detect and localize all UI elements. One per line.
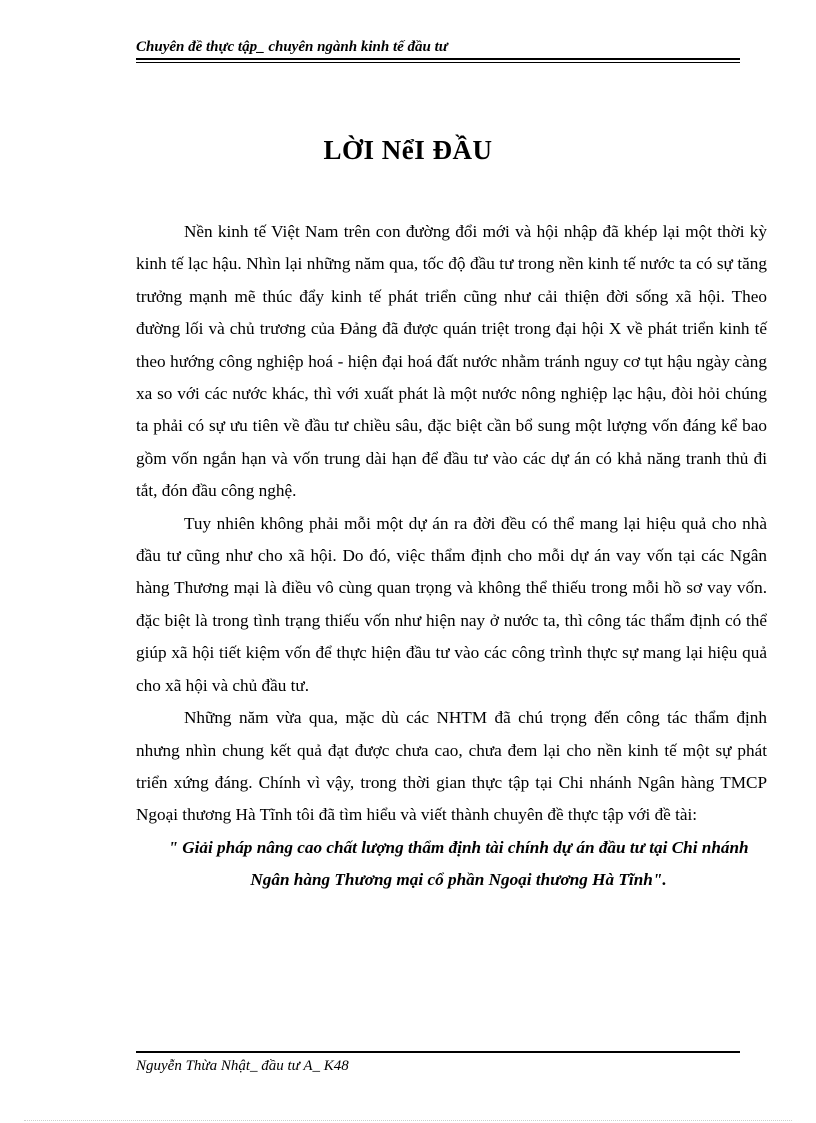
bottom-dotted-divider — [24, 1120, 792, 1121]
footer-rule — [136, 1051, 740, 1053]
body-paragraph-2: Tuy nhiên không phải mỗi một dự án ra đời đều có thể mang lại hiệu quả cho nhà đầu tư cũng như cho xã hội. Do đó, việc thẩm định cho mỗi dự án vay vốn tại các Ngân hàng Thương mại là điều vô cùng quan trọng và không thể thiếu trong mỗi hồ sơ vay vốn. đặc biệt là trong tình trạng thiếu vốn như hiện nay ở nước ta, thì công tác thẩm định có thể giúp xã hội tiết kiệm vốn để thực hiện đầu tư vào các công trình thực sự mang lại hiệu quả cho xã hội và chủ đầu tư. — [136, 513, 767, 695]
page-footer — [136, 1051, 740, 1075]
page-header — [136, 38, 740, 63]
page-title: LỜI NểI ĐẦU — [323, 135, 493, 165]
body-paragraph-3: Những năm vừa qua, mặc dù các NHTM đã chú trọng đến công tác thẩm định nhưng nhìn chung kết quả đạt được chưa cao, chưa đem lại cho nền kinh tế một sự phát triển xứng đáng. Chính vì vậy, trong thời gian thực tập tại Chi nhánh Ngân hàng TMCP Ngoại thương Hà Tĩnh tôi đã tìm hiểu và viết thành chuyên đề thực tập với đề tài: — [136, 708, 767, 825]
footer-author: Nguyễn Thừa Nhật_ đầu tư A_ K48 — [136, 1058, 349, 1074]
header-rule-thick — [136, 58, 740, 60]
document-body — [136, 216, 767, 897]
thesis-topic: " Giải pháp nâng cao chất lượng thẩm định tài chính dự án đầu tư tại Chi nhánh Ngân hàng Thương mại cổ phần Ngoại thương Hà Tĩnh". — [168, 837, 749, 890]
running-header-title: Chuyên đề thực tập_ chuyên ngành kinh tế đầu tư — [136, 39, 448, 55]
body-paragraph-1: Nền kinh tế Việt Nam trên con đường đổi mới và hội nhập đã khép lại một thời kỳ kinh tế lạc hậu. Nhìn lại những năm qua, tốc độ đầu tư trong nền kinh tế nước ta có sự tăng trưởng mạnh mẽ thúc đẩy kinh tế phát triển cũng như cải thiện đời sống xã hội. Theo đường lối và chủ trương của Đảng đã được quán triệt trong đại hội X về phát triển kinh tế theo hướng công nghiệp hoá - hiện đại hoá đất nước nhằm tránh nguy cơ tụt hậu ngày càng xa so với các nước khác, thì với xuất phát là một nước nông nghiệp lạc hậu, đòi hỏi chúng ta phải có sự ưu tiên về đầu tư chiều sâu, đặc biệt cần bổ sung một lượng vốn đáng kể bao gồm vốn ngắn hạn và vốn trung dài hạn để đầu tư vào các dự án có khả năng tranh thủ đi tắt, đón đầu công nghệ. — [136, 222, 767, 501]
header-rule-thin — [136, 62, 740, 63]
